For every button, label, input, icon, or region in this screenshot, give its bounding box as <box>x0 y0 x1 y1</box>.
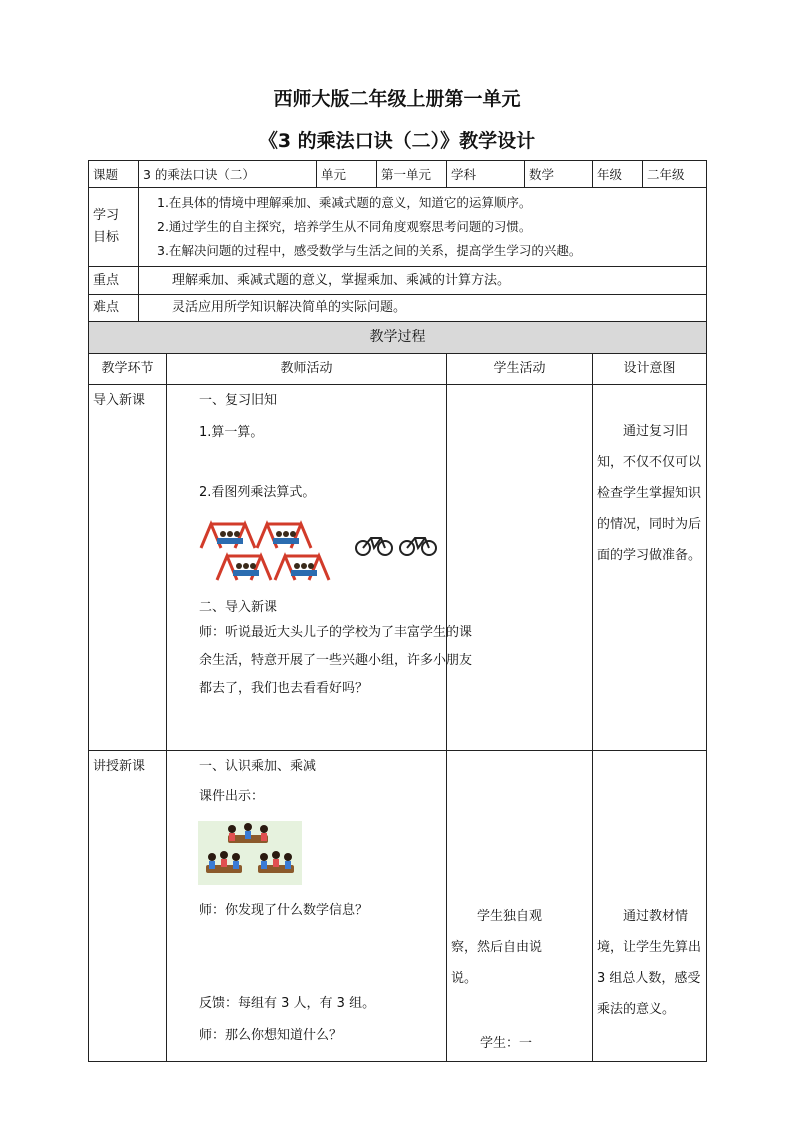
topic-value: 3 的乘法口诀（二） <box>139 161 317 188</box>
picture-item: 2.看图列乘法算式。 <box>199 485 316 500</box>
key-label: 重点 <box>89 267 139 295</box>
goal-item: 1.在具体的情境中理解乘加、乘减式题的意义，知道它的运算顺序。 <box>157 195 532 210</box>
grade-value: 二年级 <box>643 161 707 188</box>
stage-new: 讲授新课 <box>89 751 167 1062</box>
swing-picture <box>197 518 332 582</box>
subject-label: 学科 <box>447 161 525 188</box>
topic-label: 课题 <box>89 161 139 188</box>
review-heading: 一、复习旧知 <box>199 393 278 408</box>
students-picture <box>198 821 302 885</box>
teacher-activity-new <box>167 751 447 1062</box>
calc-item: 1.算一算。 <box>199 425 264 440</box>
feedback: 反馈：每组有 3 人，有 3 组。 <box>199 996 376 1011</box>
student-activity-text: 学生独自观察，然后自由说说。 <box>451 909 543 986</box>
design-intent-new <box>593 751 707 1062</box>
key-text: 理解乘加、乘减式题的意义，掌握乘加、乘减的计算方法。 <box>139 267 707 295</box>
concept-heading: 一、认识乘加、乘减 <box>199 759 317 774</box>
intent-text: 通过复习旧知，不仅不仅可以检查学生掌握知识的情况，同时为后面的学习做准备。 <box>597 424 702 563</box>
goals-label <box>89 188 139 267</box>
student-activity-new <box>447 751 593 1062</box>
difficult-label: 难点 <box>89 295 139 322</box>
stage-intro: 导入新课 <box>89 385 167 751</box>
intro-heading: 二、导入新课 <box>199 600 278 615</box>
intent-text-new: 通过教材情境，让学生先算出 3 组总人数，感受乘法的意义。 <box>597 909 702 1017</box>
unit-value: 第一单元 <box>377 161 447 188</box>
lesson-plan-table <box>88 160 707 1062</box>
bicycles-picture <box>354 530 439 560</box>
doc-subtitle: 《3 的乘法口诀（二）》教学设计 <box>258 130 536 152</box>
goal-item: 2.通过学生的自主探究，培养学生从不同角度观察思考问题的习惯。 <box>157 219 532 234</box>
col-stage: 教学环节 <box>89 354 167 385</box>
design-intent-intro <box>593 385 707 751</box>
intro-paragraph: 师：听说最近大头儿子的学校为了丰富学生的课余生活，特意开展了一些兴趣小组，许多小朋友都去了，我们也去看看好吗？ <box>199 625 473 696</box>
col-intent: 设计意图 <box>593 354 707 385</box>
process-header: 教学过程 <box>89 322 707 354</box>
goals-label-2: 目标 <box>93 230 120 245</box>
subject-value: 数学 <box>525 161 593 188</box>
goals-list <box>139 188 707 267</box>
grade-label: 年级 <box>593 161 643 188</box>
question-2: 师：那么你想知道什么？ <box>199 1028 343 1043</box>
courseware-label: 课件出示： <box>199 789 265 804</box>
doc-title: 西师大版二年级上册第一单元 <box>273 88 521 110</box>
col-student: 学生活动 <box>447 354 593 385</box>
unit-label: 单元 <box>317 161 377 188</box>
difficult-text: 灵活应用所学知识解决简单的实际问题。 <box>139 295 707 322</box>
col-teacher: 教师活动 <box>167 354 447 385</box>
goal-item: 3.在解决问题的过程中，感受数学与生活之间的关系，提高学生学习的兴趣。 <box>157 243 582 258</box>
teacher-activity-intro <box>167 385 473 751</box>
goals-label-1: 学习 <box>93 208 120 224</box>
student-reply: 学生：一 <box>480 1036 533 1051</box>
question-1: 师：你发现了什么数学信息？ <box>199 903 369 918</box>
